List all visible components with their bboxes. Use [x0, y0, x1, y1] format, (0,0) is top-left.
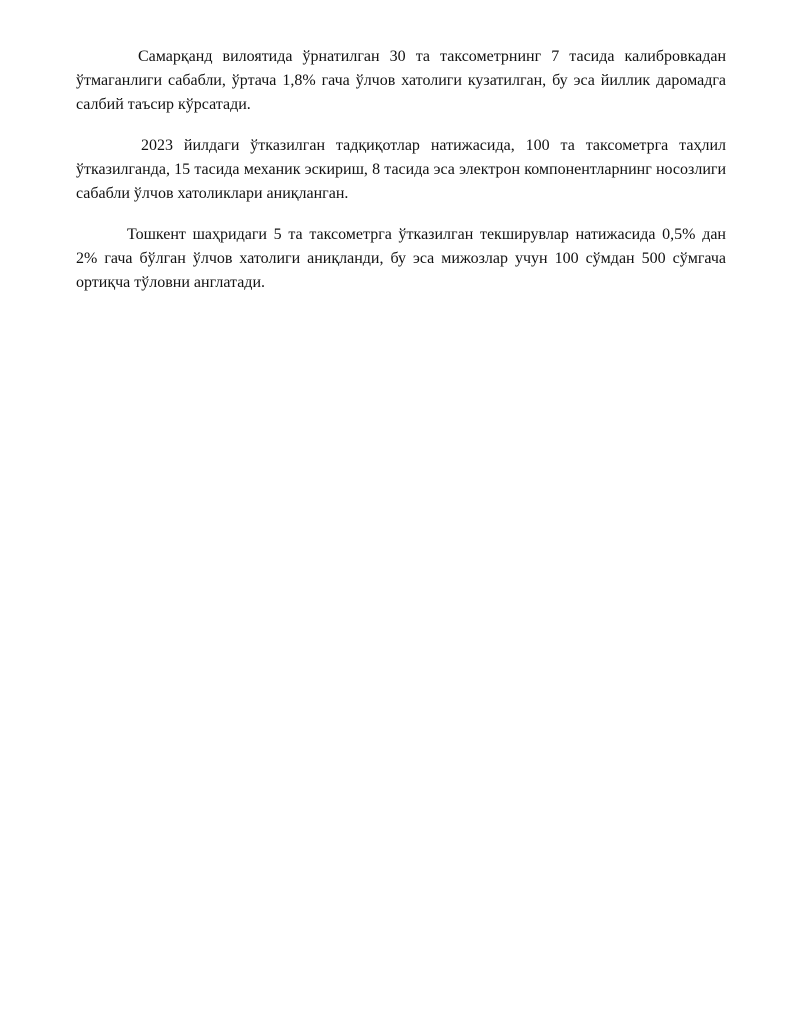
document-body	[76, 45, 726, 312]
paragraph-tashkent: Тошкент шаҳридаги 5 та таксометрга ўтказилган текширувлар натижасида 0,5% дан 2% гача бўлган ўлчов хатолиги аниқланди, бу эса мижозлар учун 100 сўмдан 500 сўмгача ортиқча тўловни англатади.	[76, 226, 726, 291]
paragraph-samarkand: Самарқанд вилоятида ўрнатилган 30 та таксометрнинг 7 тасида калибровкадан ўтмаганлиги сабабли, ўртача 1,8% гача ўлчов хатолиги кузатилган, бу эса йиллик даромадга салбий таъсир кўрсатади.	[76, 48, 726, 113]
paragraph-2023-study: 2023 йилдаги ўтказилган тадқиқотлар натижасида, 100 та таксометрга таҳлил ўтказилганда, 15 тасида механик эскириш, 8 тасида эса электрон компонентларнинг носозлиги сабабли ўлчов хатоликлари аниқланган.	[76, 137, 726, 202]
